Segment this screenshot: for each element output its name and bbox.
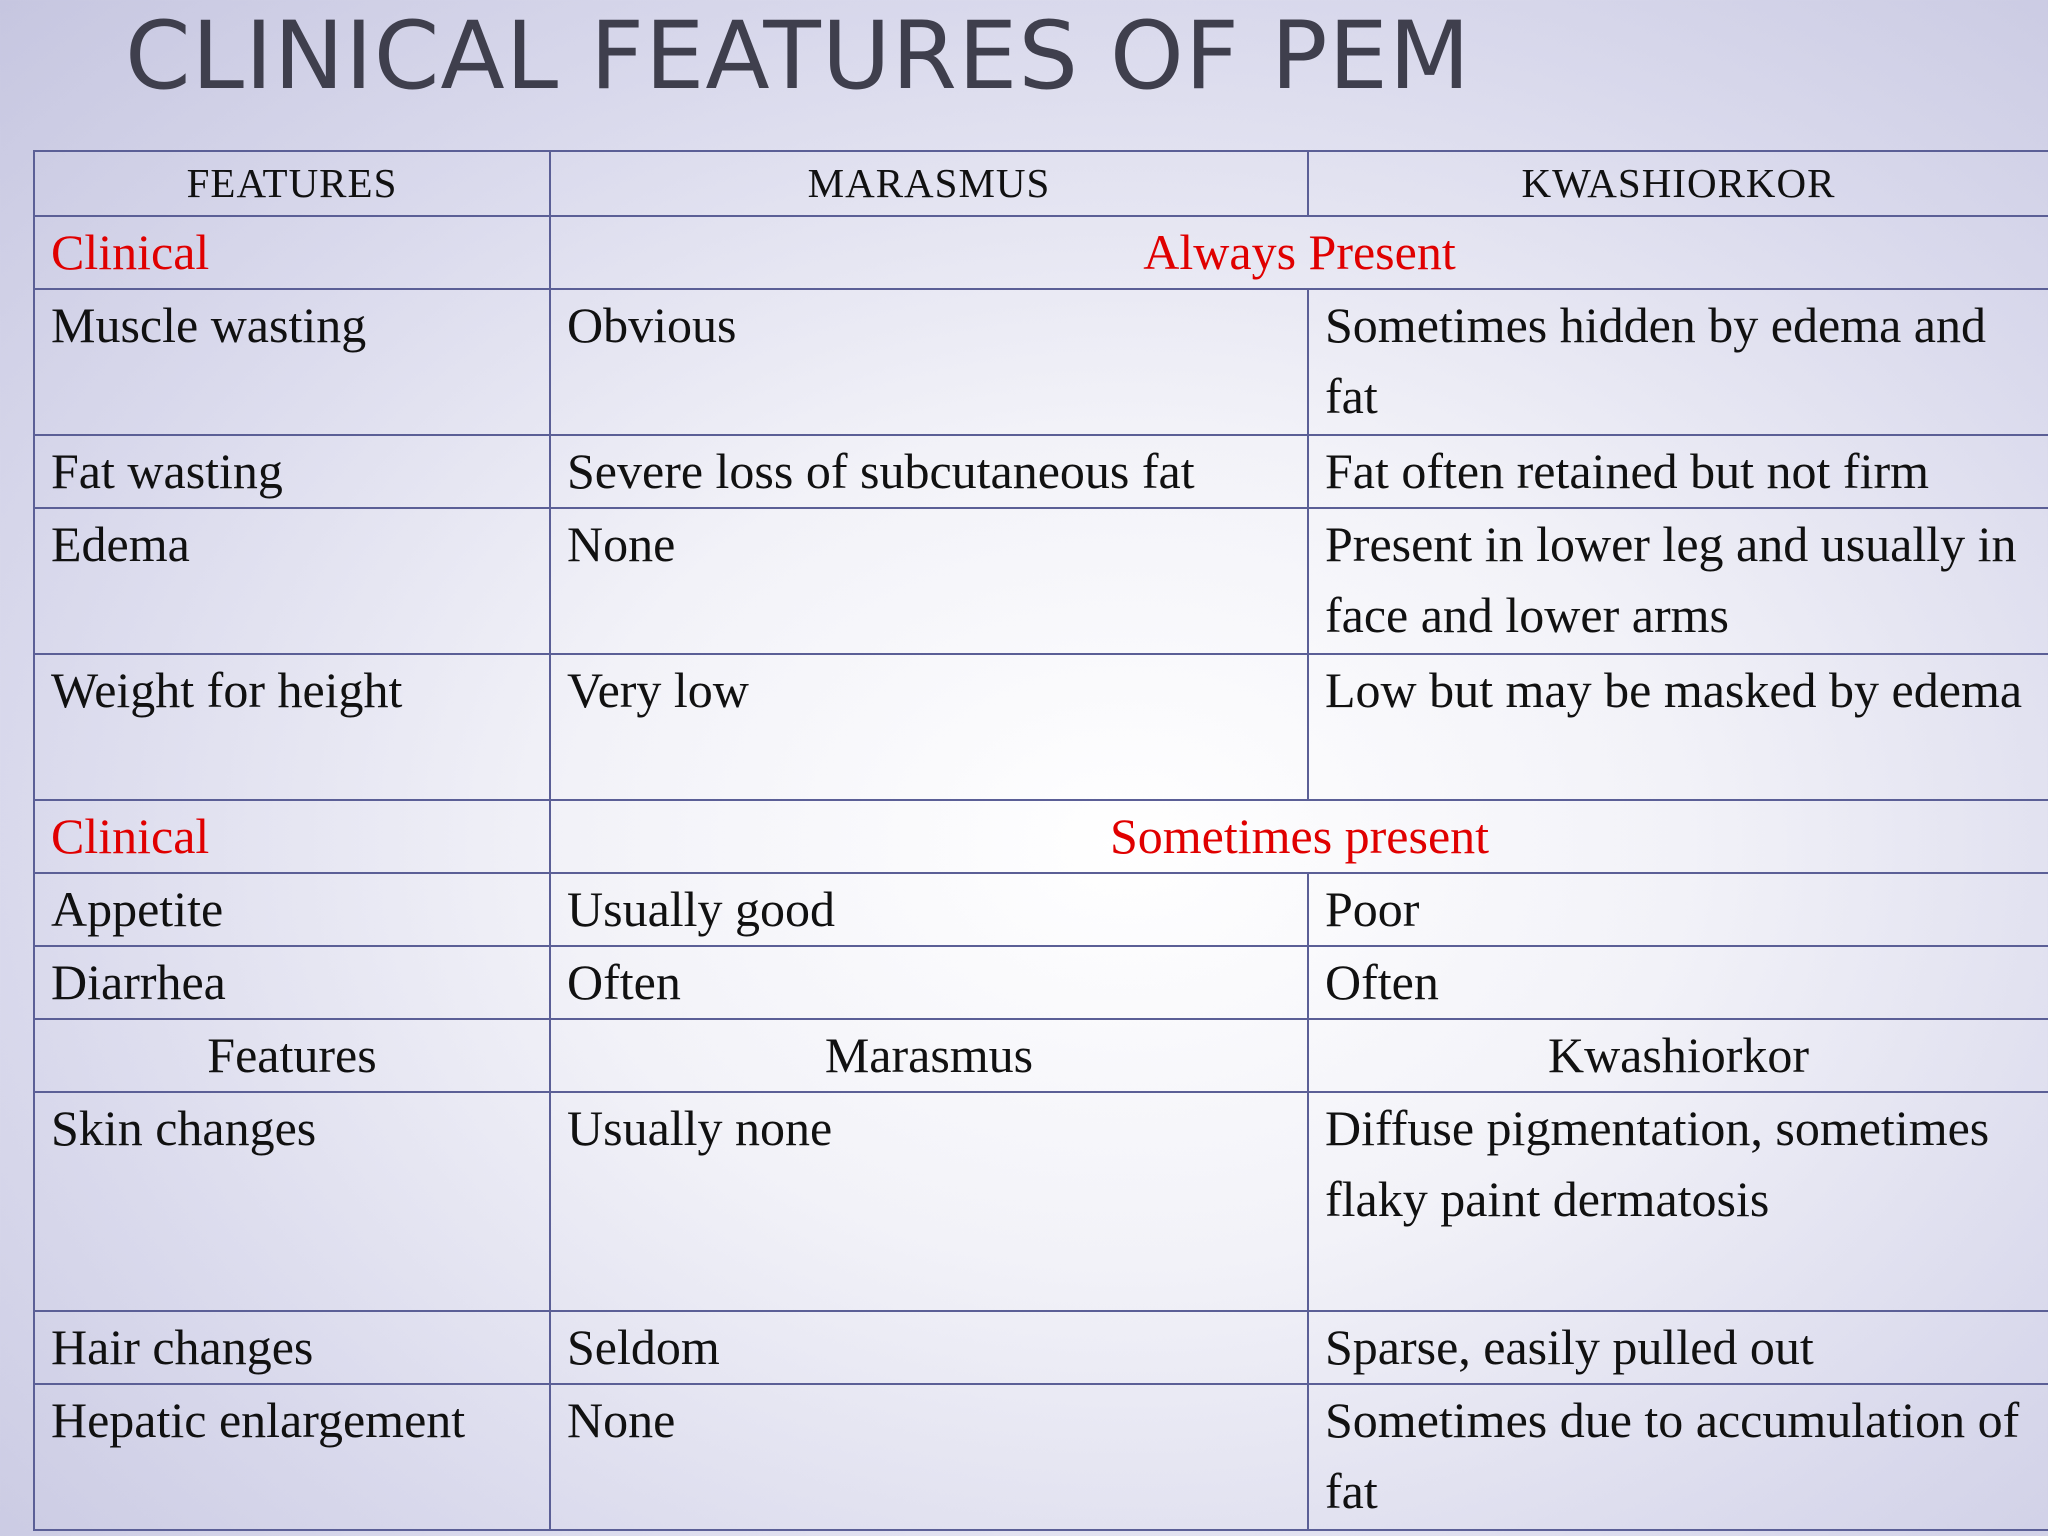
- table-row: [34, 435, 2048, 508]
- header-kwashiorkor: KWASHIORKOR: [1308, 151, 2048, 216]
- table-row: [34, 1384, 2048, 1530]
- table-header-row: [34, 151, 2048, 216]
- feature-cell: Diarrhea: [34, 946, 550, 1019]
- kwashiorkor-cell: Present in lower leg and usually in face and lower arms: [1308, 508, 2048, 654]
- feature-cell: Muscle wasting: [34, 289, 550, 435]
- section-value: Sometimes present: [550, 800, 2048, 873]
- section-row-always-present: [34, 216, 2048, 289]
- table-row: [34, 1092, 2048, 1311]
- feature-cell: Weight for height: [34, 654, 550, 800]
- section-row-sometimes-present: [34, 800, 2048, 873]
- marasmus-cell: Severe loss of subcutaneous fat: [550, 435, 1308, 508]
- kwashiorkor-cell: Often: [1308, 946, 2048, 1019]
- kwashiorkor-cell: Sometimes hidden by edema and fat: [1308, 289, 2048, 435]
- kwashiorkor-cell: Poor: [1308, 873, 2048, 946]
- subheader-features: Features: [34, 1019, 550, 1092]
- kwashiorkor-cell: Sparse, easily pulled out: [1308, 1311, 2048, 1384]
- section-label: Clinical: [34, 216, 550, 289]
- table-row: [34, 508, 2048, 654]
- feature-cell: Hepatic enlargement: [34, 1384, 550, 1530]
- marasmus-cell: None: [550, 1384, 1308, 1530]
- table-row: [34, 946, 2048, 1019]
- marasmus-cell: Often: [550, 946, 1308, 1019]
- feature-cell: Appetite: [34, 873, 550, 946]
- marasmus-cell: Very low: [550, 654, 1308, 800]
- feature-cell: Fat wasting: [34, 435, 550, 508]
- marasmus-cell: Usually none: [550, 1092, 1308, 1311]
- kwashiorkor-cell: Fat often retained but not firm: [1308, 435, 2048, 508]
- feature-cell: Edema: [34, 508, 550, 654]
- pem-comparison-table: [33, 150, 2048, 1531]
- table-row: [34, 1311, 2048, 1384]
- feature-cell: Hair changes: [34, 1311, 550, 1384]
- kwashiorkor-cell: Low but may be masked by edema: [1308, 654, 2048, 800]
- kwashiorkor-cell: Diffuse pigmentation, sometimes flaky paint dermatosis: [1308, 1092, 2048, 1311]
- marasmus-cell: Usually good: [550, 873, 1308, 946]
- table-subheader-row: [34, 1019, 2048, 1092]
- table-row: [34, 289, 2048, 435]
- feature-cell: Skin changes: [34, 1092, 550, 1311]
- header-marasmus: MARASMUS: [550, 151, 1308, 216]
- marasmus-cell: None: [550, 508, 1308, 654]
- slide-title: CLINICAL FEATURES OF PEM: [125, 2, 1472, 111]
- section-value: Always Present: [550, 216, 2048, 289]
- kwashiorkor-cell: Sometimes due to accumulation of fat: [1308, 1384, 2048, 1530]
- table-row: [34, 873, 2048, 946]
- table-row: [34, 654, 2048, 800]
- marasmus-cell: Obvious: [550, 289, 1308, 435]
- marasmus-cell: Seldom: [550, 1311, 1308, 1384]
- section-label: Clinical: [34, 800, 550, 873]
- subheader-marasmus: Marasmus: [550, 1019, 1308, 1092]
- subheader-kwashiorkor: Kwashiorkor: [1308, 1019, 2048, 1092]
- header-features: FEATURES: [34, 151, 550, 216]
